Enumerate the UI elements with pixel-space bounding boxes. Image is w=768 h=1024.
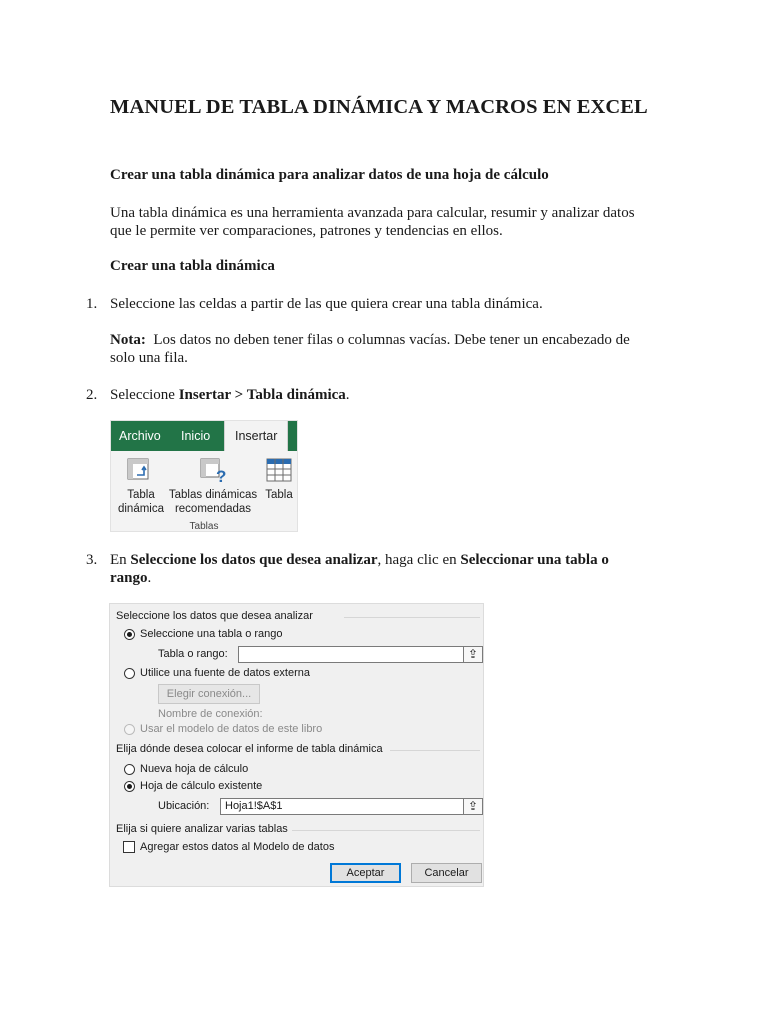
table-label: Tabla [265,489,293,501]
recommended-pivot-icon [199,456,229,484]
recommended-pivot-label [167,488,259,516]
pivot-table-label [115,488,167,516]
step-3-text-mid: , haga clic en [377,552,461,568]
dialog-section-data: Seleccione los datos que desea analizar [116,610,313,622]
pivot-table-label-2: dinámica [117,503,165,515]
tab-insertar[interactable]: Insertar [224,421,288,451]
section-heading: Crear una tabla dinámica [110,258,275,274]
tab-archivo[interactable]: Archivo [119,429,161,443]
table-icon [265,456,293,484]
radio-existing-sheet[interactable] [124,781,135,792]
note-text-1: Los datos no deben tener filas o columnas vacías. Debe tener un encabezado de [153,332,630,348]
radio-external-source[interactable] [124,668,135,679]
cancel-button[interactable]: Cancelar [411,863,482,883]
pivot-table-icon [125,456,153,484]
note-label: Nota: [110,332,146,348]
table-range-picker[interactable] [463,646,483,663]
dialog-section-multiple: Elija si quiere analizar varias tablas [116,823,288,835]
step-3-text-before: En [110,552,131,568]
radio-select-table[interactable] [124,629,135,640]
step-1-number: 1. [86,296,98,312]
intro-line-1: Una tabla dinámica es una herramienta avanzada para calcular, resumir y analizar datos [110,205,635,221]
accept-button[interactable]: Aceptar [330,863,401,883]
step-3-text-bold-2b: rango [110,570,148,586]
recommended-pivot-label-1: Tablas dinámicas [168,489,258,501]
step-3-number: 3. [86,552,98,568]
choose-connection-button[interactable]: Elegir conexión... [158,684,260,704]
location-picker[interactable] [463,798,483,815]
option-select-table[interactable]: Seleccione una tabla o rango [140,628,283,640]
step-3-text-bold-2: Seleccionar una tabla o [460,552,609,568]
table-range-input[interactable] [238,646,465,663]
section-divider-2 [390,750,480,751]
table-range-label: Tabla o rango: [158,648,228,660]
radio-new-sheet[interactable] [124,764,135,775]
document-subtitle: Crear una tabla dinámica para analizar datos de una hoja de cálculo [110,167,549,183]
location-input[interactable]: Hoja1!$A$1 [220,798,465,815]
note-line-2: solo una fila. [110,350,188,366]
location-label: Ubicación: [158,800,210,812]
option-external-source[interactable]: Utilice una fuente de datos externa [140,667,311,679]
step-2-text-bold: Insertar > Tabla dinámica [178,387,346,403]
step-2-text [110,386,670,404]
step-3-text-bold-1: Seleccione los datos que desea analizar [130,552,378,568]
section-divider-1 [344,617,480,618]
note-line-1 [110,331,670,349]
collapse-arrow-icon: ⇪ [467,799,479,813]
step-1-text: Seleccione las celdas a partir de las que quiera crear una tabla dinámica. [110,296,543,312]
ribbon-tab-bar [111,421,297,451]
radio-data-model[interactable] [124,724,135,735]
collapse-arrow-icon: ⇪ [467,647,479,661]
step-2-text-before: Seleccione [110,387,179,403]
pivot-table-label-1: Tabla [127,489,155,501]
ribbon-group-label: Tablas [189,521,219,532]
add-to-model-checkbox[interactable] [123,841,135,853]
excel-ribbon-screenshot [110,420,298,532]
section-divider-3 [292,830,480,831]
step-2-text-after: . [345,387,350,403]
intro-line-2: que le permite ver comparaciones, patrones y tendencias en ellos. [110,223,503,239]
connection-name-label: Nombre de conexión: [158,708,263,720]
step-3-text-line-2 [110,569,670,587]
option-new-sheet[interactable]: Nueva hoja de cálculo [140,763,249,775]
dialog-section-location: Elija dónde desea colocar el informe de tabla dinámica [116,743,383,755]
svg-text:?: ? [216,467,227,484]
create-pivot-dialog [109,603,484,887]
option-data-model[interactable]: Usar el modelo de datos de este libro [140,723,323,735]
step-3-text-line-1 [110,551,670,569]
step-2-number: 2. [86,387,98,403]
recommended-pivot-label-2: recomendadas [174,503,252,515]
option-existing-sheet[interactable]: Hoja de cálculo existente [140,780,263,792]
tab-inicio[interactable]: Inicio [181,429,211,443]
add-to-model-label[interactable]: Agregar estos datos al Modelo de datos [140,841,335,853]
document-title: MANUEL DE TABLA DINÁMICA Y MACROS EN EXCEL [110,96,648,118]
step-3-text-after: . [147,570,152,586]
